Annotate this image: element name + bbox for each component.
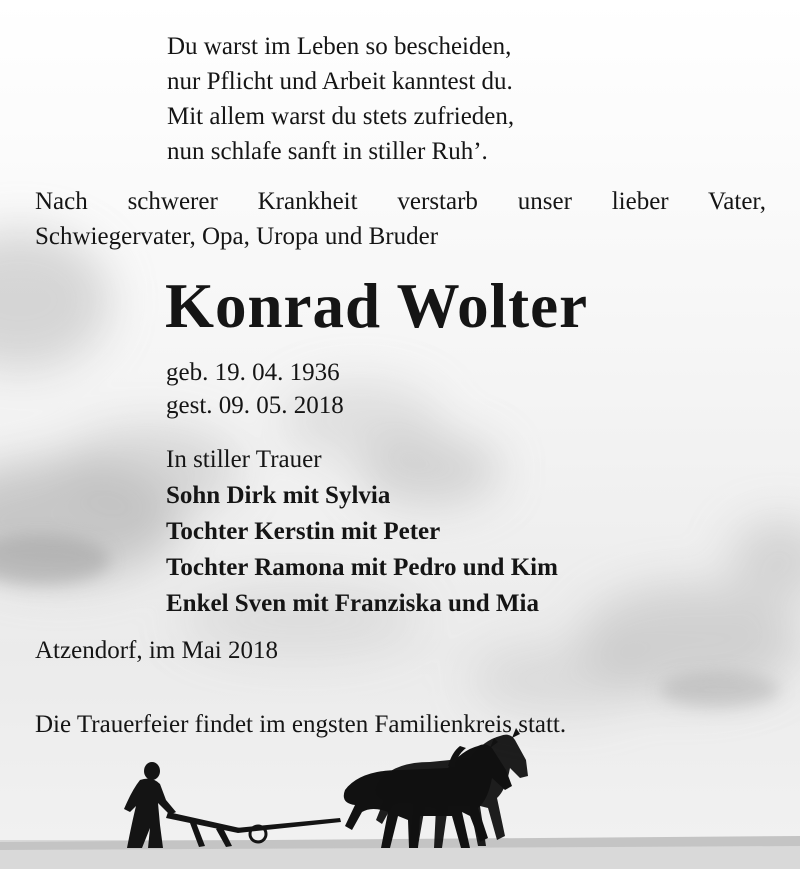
funeral-note: Die Trauerfeier findet im engsten Familienkreis statt.: [35, 711, 567, 738]
deceased-name: Konrad Wolter: [165, 271, 589, 341]
poem-line: nun schlafe sanft in stiller Ruh’.: [167, 138, 488, 165]
mourner: Tochter Ramona mit Pedro und Kim: [166, 554, 558, 581]
poem-line: nur Pflicht und Arbeit kanntest du.: [167, 68, 513, 95]
announcement-line: Nach schwerer Krankheit verstarb unser lieber Vater,: [35, 188, 766, 215]
life-dates: [166, 356, 344, 422]
mourning-intro: In stiller Trauer: [166, 446, 322, 473]
mourners-list: [166, 442, 558, 622]
mourner: Tochter Kerstin mit Peter: [166, 518, 441, 545]
announcement-line: Schwiegervater, Opa, Uropa und Bruder: [35, 223, 439, 250]
death-date: gest. 09. 05. 2018: [166, 392, 344, 419]
mourner: Enkel Sven mit Franziska und Mia: [166, 590, 539, 617]
mourner: Sohn Dirk mit Sylvia: [166, 482, 391, 509]
birth-date: geb. 19. 04. 1936: [166, 359, 340, 386]
memorial-poem: [167, 29, 514, 169]
poem-line: Mit allem warst du stets zufrieden,: [167, 103, 515, 130]
place-and-date: Atzendorf, im Mai 2018: [35, 637, 279, 664]
poem-line: Du warst im Leben so bescheiden,: [167, 33, 512, 60]
death-announcement: [35, 184, 766, 254]
